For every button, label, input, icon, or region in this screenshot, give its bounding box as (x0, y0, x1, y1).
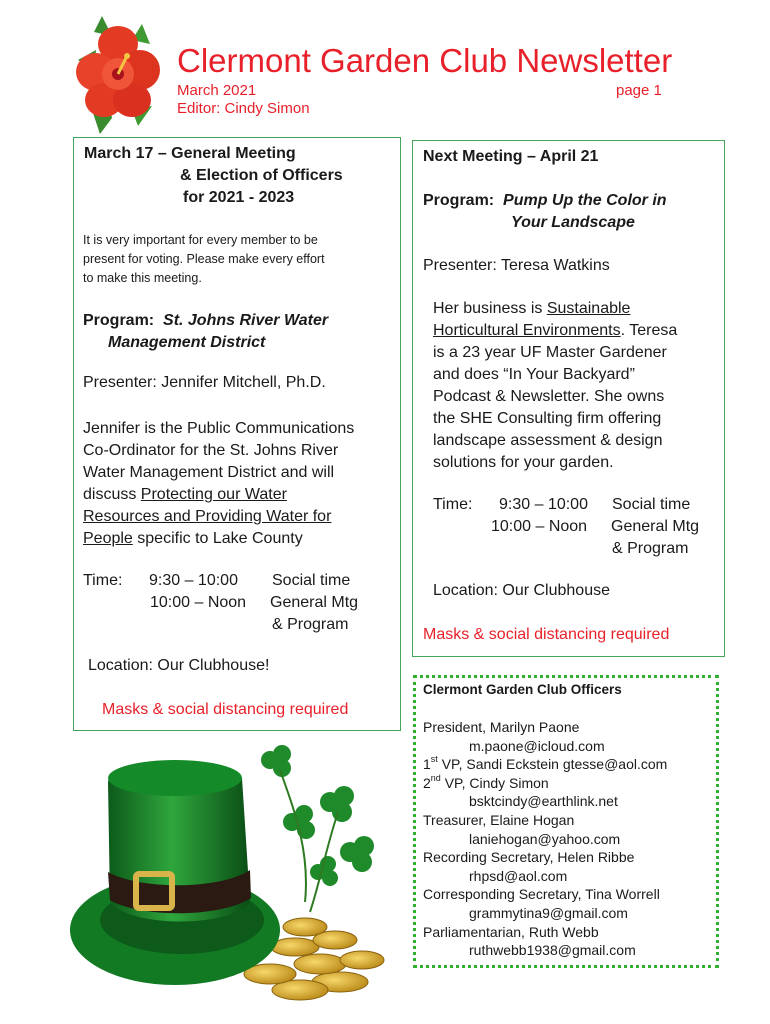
april-description: Her business is Sustainable Horticultural Environments. Teresa is a 23 year UF Master Gardener and does “In Your Backyard” Podcast & Newsletter. She owns the SHE Consulting firm offering landscape assessment & design solutions for your garden. (433, 300, 678, 471)
officer-parliamentarian-email: ruthwebb1938@gmail.com (469, 942, 636, 959)
march-presenter: Presenter: Jennifer Mitchell, Ph.D. (83, 374, 326, 391)
officer-treasurer-email: laniehogan@yahoo.com (469, 830, 621, 847)
officer-president-email: m.paone@icloud.com (469, 737, 605, 754)
april-masks-note: Masks & social distancing required (423, 626, 670, 643)
march-location: Location: Our Clubhouse! (88, 657, 270, 674)
voting-note: It is very important for every member to be present for voting. Please make every effort to make this meeting. (83, 233, 325, 285)
march-description: Jennifer is the Public Communications Co-Ordinator for the St. Johns River Water Management District and will discuss Protecting our Water Resources and Providing Water for People specific to Lake County (83, 420, 355, 547)
officer-vp1: 1st VP, Sandi Eckstein gtesse@aol.com (423, 754, 668, 773)
officer-treasurer: Treasurer, Elaine Hogan (423, 811, 575, 828)
officers-heading: Clermont Garden Club Officers (423, 682, 622, 697)
march-masks-note: Masks & social distancing required (102, 701, 349, 718)
officer-parliamentarian: Parliamentarian, Ruth Webb (423, 923, 599, 940)
officer-corresponding-secretary: Corresponding Secretary, Tina Worrell (423, 886, 660, 903)
issue-date: March 2021 (177, 82, 257, 99)
officer-president: President, Marilyn Paone (423, 719, 580, 735)
editor-line: Editor: Cindy Simon (177, 100, 310, 117)
leprechaun-hat-icon (70, 742, 390, 1012)
march-heading-2: & Election of Officers (180, 167, 343, 184)
officer-vp2: 2nd VP, Cindy Simon (423, 772, 549, 791)
april-location: Location: Our Clubhouse (433, 582, 610, 599)
officer-corresponding-secretary-email: grammytina9@gmail.com (469, 904, 628, 921)
april-presenter: Presenter: Teresa Watkins (423, 257, 610, 274)
april-heading: Next Meeting – April 21 (423, 148, 599, 165)
page-number: page 1 (616, 82, 662, 99)
march-program: Program: St. Johns River Water Management District (83, 312, 329, 351)
april-program: Program: Pump Up the Color in Your Landscape (423, 192, 667, 231)
newsletter-title: Clermont Garden Club Newsletter (177, 42, 673, 79)
hibiscus-flower-icon (72, 14, 164, 136)
officer-recording-secretary: Recording Secretary, Helen Ribbe (423, 849, 635, 866)
officer-vp2-email: bsktcindy@earthlink.net (469, 793, 618, 810)
officer-recording-secretary-email: rhpsd@aol.com (469, 867, 568, 884)
officers-list (423, 718, 667, 960)
march-heading: March 17 – General Meeting (84, 145, 296, 162)
march-heading-3: for 2021 - 2023 (183, 189, 295, 206)
